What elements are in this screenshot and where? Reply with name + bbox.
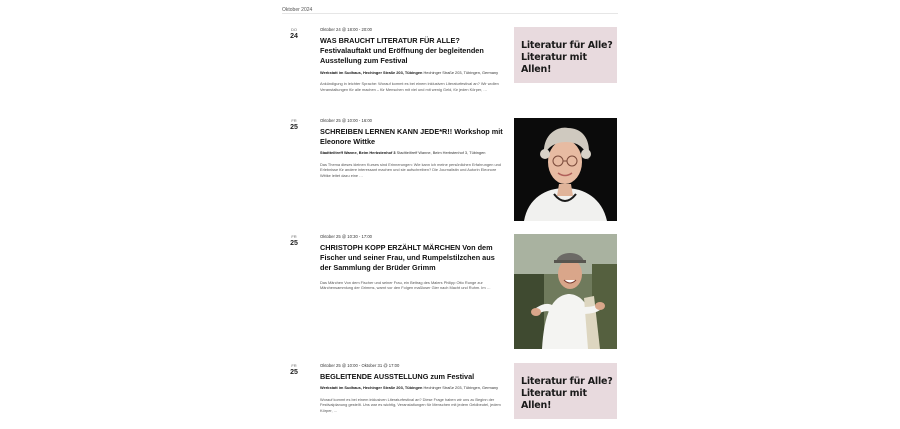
event-date xyxy=(282,27,306,40)
event-description: Das Märchen Von dem Fischer und seiner Frau, ein Beitrag des Malers Philipp Otto Runge zur Märchensammlung der Grimms, warnt vor den Folgen maßloser Gier nach Macht und Ruhm. Im … xyxy=(320,279,491,291)
event-image-link[interactable] xyxy=(514,363,617,419)
venue-name-link[interactable]: Stadtteiltreff Wanne, Beim Herbstenhof 3 xyxy=(320,150,396,156)
event-date xyxy=(282,363,306,376)
event-date xyxy=(282,118,306,131)
event-venue xyxy=(320,385,506,390)
event-weekday: FR xyxy=(291,118,297,123)
event-title-link[interactable]: WAS BRAUCHT LITERATUR FÜR ALLE? Festivalauftakt und Eröffnung der begleitenden Ausstellung zum Festival xyxy=(320,36,484,66)
event-description: Worauf kommt es bei einem inklusiven Literaturfestival an? Diese Frage haben wir uns zu Beginn der Festivalplanung gestellt. Uns war es wichtig, Veranstaltungen für Menschen mit jedem Geldbeutel, jedem Körper, … xyxy=(320,396,501,413)
storyteller-photo xyxy=(514,234,617,349)
promo-text-line: Literatur mit Allen! xyxy=(521,388,587,411)
portrait-photo xyxy=(514,118,617,221)
event-datetime: Oktober 24 @ 18:00 - 20:00 xyxy=(320,27,372,32)
event-title-link[interactable]: CHRISTOPH KOPP ERZÄHLT MÄRCHEN Von dem Fischer und seiner Frau, und Rumpelstilzchen aus der Sammlung der Brüder Grimm xyxy=(320,243,495,273)
event-weekday: DO xyxy=(291,27,297,32)
event-weekday: FR xyxy=(291,363,297,368)
event-day: 25 xyxy=(290,240,298,247)
venue-address: Hechinger Straße 203, Tübingen, Germany xyxy=(422,385,499,391)
event-datetime: Oktober 25 @ 10:30 - 17:00 xyxy=(320,234,372,239)
promo-text-line: Literatur mit Allen! xyxy=(521,52,587,75)
event-title-link[interactable]: SCHREIBEN LERNEN KANN JEDE*R!! Workshop mit Eleonore Wittke xyxy=(320,127,503,147)
venue-address: Hechinger Straße 203, Tübingen, Germany xyxy=(422,69,499,75)
event-datetime: Oktober 25 @ 10:00 - Oktober 31 @ 17:00 xyxy=(320,363,400,368)
event-weekday: FR xyxy=(291,234,297,239)
event-image-link[interactable] xyxy=(514,118,617,221)
event-image-link[interactable] xyxy=(514,27,617,83)
event-image-link[interactable] xyxy=(514,234,617,349)
event-description: Ankündigung in leichter Sprache: Worauf kommt es bei einem inklusiven Literaturfestival an? Wir wollen Veranstaltungen für alle machen – für Menschen mit viel und mit wenig Geld, für jeden Körper, … xyxy=(320,81,499,92)
event-title-link[interactable]: BEGLEITENDE AUSSTELLUNG zum Festival xyxy=(320,372,475,381)
event-day: 25 xyxy=(290,369,298,376)
event-day: 25 xyxy=(290,124,298,131)
venue-name-link[interactable]: Werkstatt im Sudhaus, Hechinger Straße 203, Tübingen xyxy=(320,69,423,75)
promo-text-line: Literatur für Alle? xyxy=(521,40,613,51)
event-date xyxy=(282,234,306,247)
promo-text-line: Literatur für Alle? xyxy=(521,376,613,387)
event-datetime: Oktober 25 @ 10:00 - 16:00 xyxy=(320,118,372,123)
venue-address: Stadtteiltreff Wanne, Beim Herbstenhof 3, Tübingen xyxy=(395,150,486,156)
event-venue xyxy=(320,150,506,155)
month-header: Oktober 2024 xyxy=(282,7,313,13)
venue-name-link[interactable]: Werkstatt im Sudhaus, Hechinger Straße 203, Tübingen xyxy=(320,385,423,391)
event-day: 24 xyxy=(290,33,298,40)
month-divider xyxy=(282,13,618,14)
event-description: Das Thema dieses kleinen Kurses sind Erinnerungen: Wie kann ich meine persönlichen Erfahrungen und Erlebnisse für andere interessant machen und sie aufschreiben? Die Journalistin und Autorin Eleonore Wittke leitet dazu eine … xyxy=(320,161,501,178)
event-venue xyxy=(320,70,506,75)
